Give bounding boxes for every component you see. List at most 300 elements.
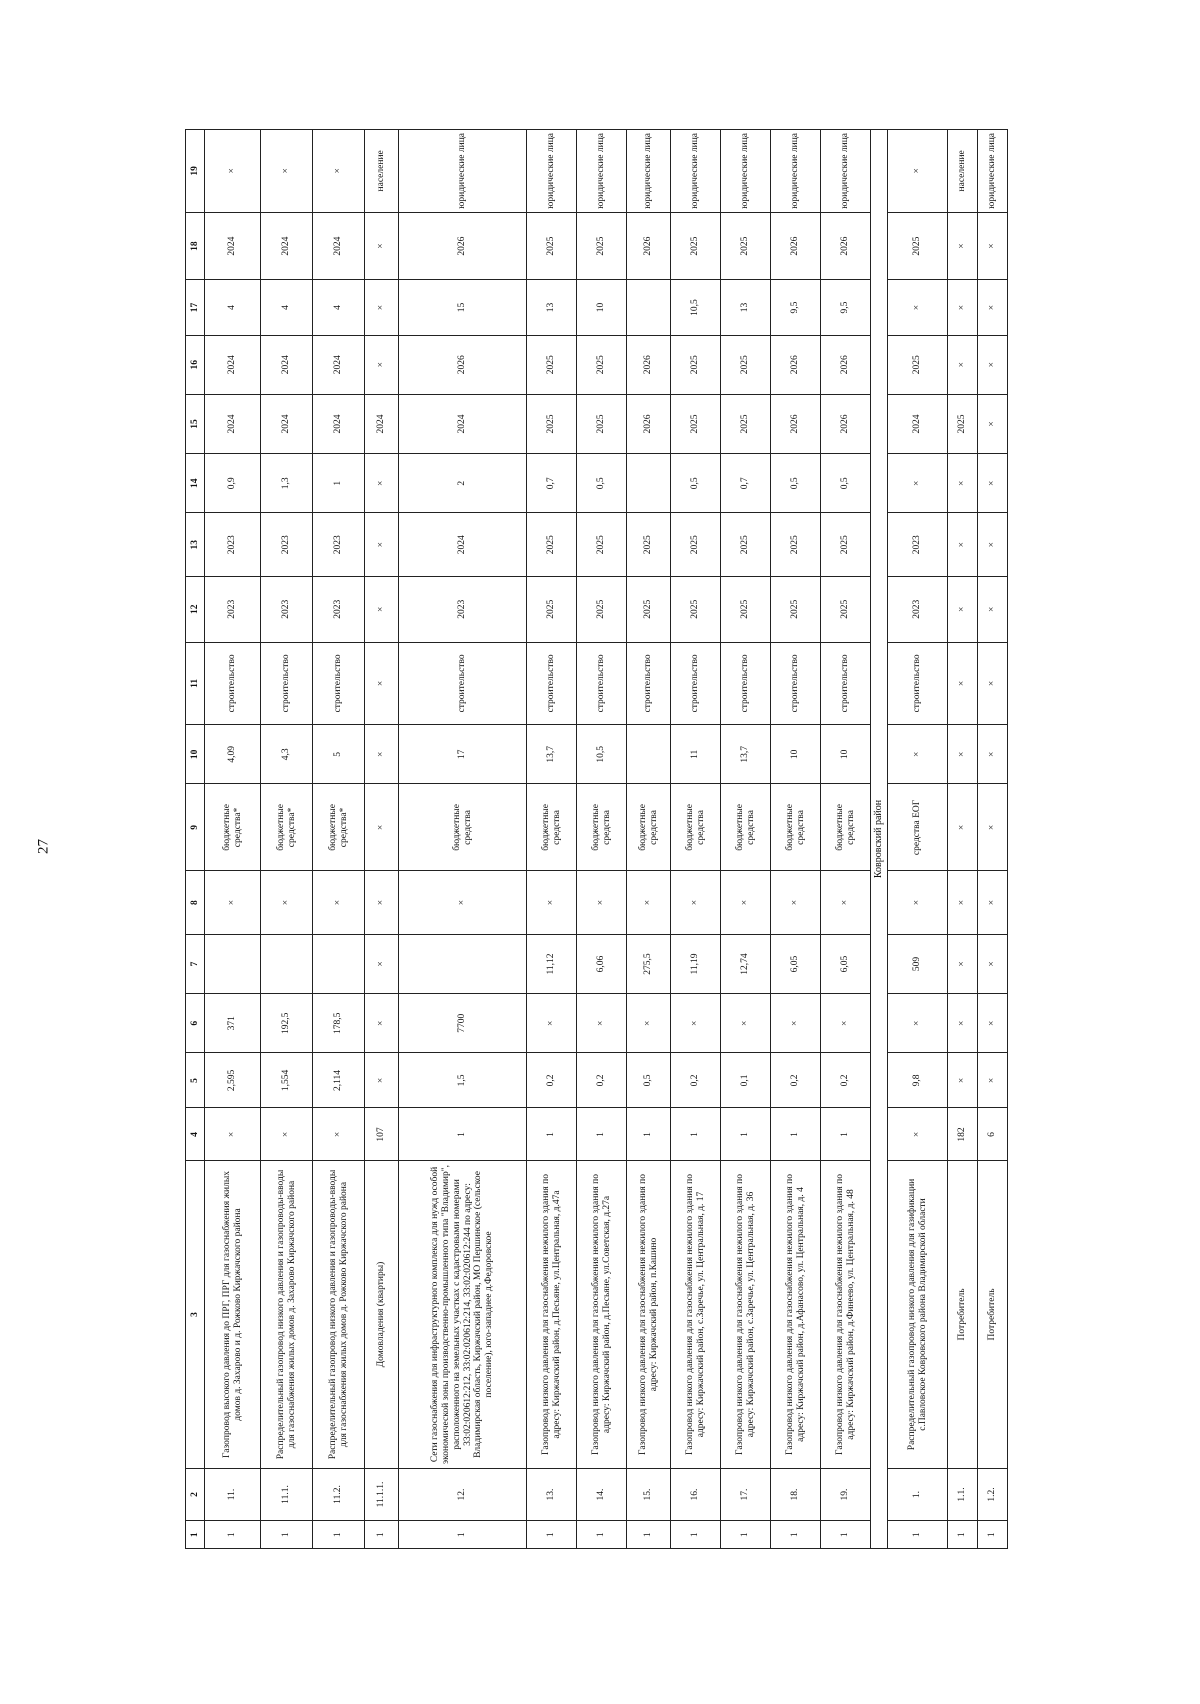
table-cell: 0,2 — [577, 1053, 627, 1108]
table-cell: 2,114 — [313, 1053, 365, 1108]
table-cell: 0,5 — [821, 454, 871, 513]
table-cell: × — [888, 1108, 948, 1161]
table-cell — [627, 725, 671, 784]
table-cell: 2025 — [721, 335, 771, 394]
table-cell: 10 — [771, 725, 821, 784]
column-number-header: 18 — [186, 212, 205, 280]
table-cell: Газопровод низкого давления для газоснабжения нежилого здания по адресу: Киржачский район, п.Кашино — [627, 1161, 671, 1468]
table-cell: × — [888, 280, 948, 335]
table-cell: × — [365, 1053, 399, 1108]
table-cell: 2023 — [205, 576, 261, 642]
table-cell: 17. — [721, 1468, 771, 1521]
table-cell: 1 — [771, 1108, 821, 1161]
table-cell: × — [261, 871, 313, 935]
table-cell: 2,595 — [205, 1053, 261, 1108]
table-cell: 16. — [671, 1468, 721, 1521]
table-row — [671, 130, 721, 1549]
table-cell: 2023 — [261, 576, 313, 642]
table-cell: население — [365, 130, 399, 213]
table-cell: × — [978, 212, 1008, 280]
table-cell: × — [627, 871, 671, 935]
table-cell: Газопровод низкого давления для газоснабжения нежилого здания по адресу: Киржачский район, д.Финеево, ул. Центральная, д. 48 — [821, 1161, 871, 1468]
column-number-header: 10 — [186, 725, 205, 784]
table-cell: 15 — [399, 280, 527, 335]
table-cell: × — [948, 725, 978, 784]
table-row — [948, 130, 978, 1549]
table-cell: 2024 — [205, 335, 261, 394]
table-cell: 2025 — [671, 513, 721, 577]
table-cell: 2025 — [771, 576, 821, 642]
table-cell: 1 — [399, 1521, 527, 1549]
table-cell: × — [978, 394, 1008, 453]
table-cell: 11 — [671, 725, 721, 784]
table-cell: 2 — [399, 454, 527, 513]
table-cell: 9,5 — [771, 280, 821, 335]
table-cell: 10 — [577, 280, 627, 335]
table-cell: × — [205, 871, 261, 935]
table-cell: 1 — [948, 1521, 978, 1549]
table-cell: 2024 — [313, 335, 365, 394]
table-cell: строительство — [577, 642, 627, 725]
table-cell: 2025 — [888, 212, 948, 280]
table-cell: 2026 — [399, 335, 527, 394]
table-cell: 2023 — [261, 513, 313, 577]
column-number-header: 17 — [186, 280, 205, 335]
table-cell: 0,1 — [721, 1053, 771, 1108]
table-cell: × — [365, 994, 399, 1053]
table-cell: 1 — [261, 1521, 313, 1549]
table-cell: 18. — [771, 1468, 821, 1521]
table-cell: 2025 — [527, 335, 577, 394]
table-cell: × — [948, 871, 978, 935]
table-cell: 7700 — [399, 994, 527, 1053]
table-cell: 11.2. — [313, 1468, 365, 1521]
table-cell: × — [978, 642, 1008, 725]
table-cell — [261, 934, 313, 993]
table-cell: × — [888, 871, 948, 935]
table-cell: 6,05 — [821, 934, 871, 993]
table-cell: × — [365, 454, 399, 513]
table-cell: × — [261, 130, 313, 213]
table-row — [627, 130, 671, 1549]
table-cell: 6,05 — [771, 934, 821, 993]
table-cell: 1 — [399, 1108, 527, 1161]
table-cell: × — [365, 642, 399, 725]
table-cell: 0,5 — [771, 454, 821, 513]
table-cell: × — [888, 130, 948, 213]
table-cell: 2025 — [821, 576, 871, 642]
table-cell: юридические лица — [627, 130, 671, 213]
table-cell: 0,7 — [527, 454, 577, 513]
table-cell: 13 — [721, 280, 771, 335]
table-cell: × — [365, 725, 399, 784]
table-cell: × — [978, 934, 1008, 993]
table-cell: 1 — [313, 454, 365, 513]
table-cell: × — [888, 454, 948, 513]
table-cell: 2025 — [671, 576, 721, 642]
table-cell: × — [721, 871, 771, 935]
table-cell: 0,2 — [821, 1053, 871, 1108]
table-cell: 1 — [771, 1521, 821, 1549]
table-cell: × — [205, 1108, 261, 1161]
table-cell: × — [948, 280, 978, 335]
table-cell: 2025 — [721, 576, 771, 642]
table-cell: Газопровод низкого давления для газоснабжения нежилого здания по адресу: Киржачский район, д.Песьяне, ул.Советская, д.27а — [577, 1161, 627, 1468]
table-cell: 2025 — [527, 394, 577, 453]
table-cell: юридические лица — [671, 130, 721, 213]
table-cell: 2025 — [888, 335, 948, 394]
table-cell: 2024 — [399, 394, 527, 453]
table-cell: 2026 — [627, 335, 671, 394]
table-cell: строительство — [205, 642, 261, 725]
table-cell: бюджетные средства — [577, 784, 627, 871]
table-cell: × — [948, 212, 978, 280]
column-number-header: 7 — [186, 934, 205, 993]
table-cell: 2024 — [365, 394, 399, 453]
table-cell: 12. — [399, 1468, 527, 1521]
table-cell: × — [978, 576, 1008, 642]
page-number: 27 — [35, 839, 52, 854]
table-row — [771, 130, 821, 1549]
table-cell: строительство — [261, 642, 313, 725]
table-cell: 1 — [627, 1108, 671, 1161]
gas-program-table — [185, 129, 1008, 1549]
table-cell: 371 — [205, 994, 261, 1053]
table-cell: 1 — [671, 1108, 721, 1161]
column-number-header: 4 — [186, 1108, 205, 1161]
table-cell: 2025 — [721, 212, 771, 280]
table-cell: 1,3 — [261, 454, 313, 513]
table-cell: 2024 — [313, 394, 365, 453]
table-row — [205, 130, 261, 1549]
table-cell: 0,7 — [721, 454, 771, 513]
table-cell: × — [365, 280, 399, 335]
table-cell: юридические лица — [577, 130, 627, 213]
table-cell: 2024 — [261, 212, 313, 280]
table-cell: 1 — [313, 1521, 365, 1549]
column-number-header: 8 — [186, 871, 205, 935]
table-cell: 1 — [577, 1521, 627, 1549]
table-cell: × — [527, 994, 577, 1053]
table-cell: 2023 — [313, 576, 365, 642]
table-cell: 4 — [261, 280, 313, 335]
table-cell: бюджетные средства — [527, 784, 577, 871]
table-cell: 2025 — [527, 576, 577, 642]
table-cell: × — [399, 871, 527, 935]
table-cell: × — [978, 513, 1008, 577]
table-cell: 2023 — [399, 576, 527, 642]
table-cell: Сети газоснабжения для инфраструктурного комплекса для нужд особой экономической зоны производственно-промышленного типа "Владимир", расположенного на земельных участках с кадастровыми номерами 33:02:020612:212, 33:02:020612:214, 33:02:020612:244 по адресу: Владимирская область, Киржачский район, МО Першинское (сельское поселение), юго-западнее д.Федоровское — [399, 1161, 527, 1468]
table-cell: 15. — [627, 1468, 671, 1521]
table-cell: × — [365, 784, 399, 871]
table-cell: Потребитель — [948, 1161, 978, 1468]
table-cell: 19. — [821, 1468, 871, 1521]
table-cell: юридические лица — [399, 130, 527, 213]
table-row — [577, 130, 627, 1549]
table-cell: × — [888, 994, 948, 1053]
table-cell: 2026 — [627, 212, 671, 280]
table-cell: 2025 — [721, 394, 771, 453]
table-cell: бюджетные средства* — [313, 784, 365, 871]
table-cell: 182 — [948, 1108, 978, 1161]
column-number-header: 5 — [186, 1053, 205, 1108]
table-cell: средства ЕОГ — [888, 784, 948, 871]
table-cell: 2025 — [577, 513, 627, 577]
table-cell: строительство — [627, 642, 671, 725]
table-cell: × — [978, 280, 1008, 335]
table-cell — [627, 454, 671, 513]
table-cell: 2024 — [313, 212, 365, 280]
table-cell: 2025 — [721, 513, 771, 577]
column-number-header: 11 — [186, 642, 205, 725]
table-cell: бюджетные средства — [399, 784, 527, 871]
table-cell: 2026 — [821, 394, 871, 453]
table-cell: 2023 — [313, 513, 365, 577]
table-cell: 2026 — [821, 335, 871, 394]
table-cell: × — [313, 871, 365, 935]
table-cell — [313, 934, 365, 993]
table-cell: 0,2 — [771, 1053, 821, 1108]
table-cell: × — [948, 784, 978, 871]
table-cell: × — [627, 994, 671, 1053]
table-cell: × — [205, 130, 261, 213]
table-cell: 1 — [721, 1521, 771, 1549]
table-cell: 13 — [527, 280, 577, 335]
table-cell: 2024 — [261, 335, 313, 394]
table-cell: юридические лица — [821, 130, 871, 213]
table-cell: Распределительный газопровод низкого давления и газопроводы-вводы для газоснабжения жилых домов д. Захарово Киржачского района — [261, 1161, 313, 1468]
table-cell: Потребитель — [978, 1161, 1008, 1468]
section-title: Ковровский район — [871, 130, 888, 1549]
table-cell: 2025 — [671, 335, 721, 394]
table-row — [527, 130, 577, 1549]
table-cell: × — [721, 994, 771, 1053]
table-cell: 1.2. — [978, 1468, 1008, 1521]
column-number-header: 12 — [186, 576, 205, 642]
table-cell: 0,9 — [205, 454, 261, 513]
table-cell: 2026 — [771, 335, 821, 394]
table-cell: строительство — [888, 642, 948, 725]
table-cell: × — [365, 513, 399, 577]
section-row — [871, 130, 888, 1549]
table-body — [205, 130, 1008, 1549]
table-cell: 1 — [821, 1108, 871, 1161]
table-cell: 5 — [313, 725, 365, 784]
rotated-table-wrapper — [185, 129, 1095, 1549]
table-cell: × — [313, 1108, 365, 1161]
table-cell: 6,06 — [577, 934, 627, 993]
table-cell: 1 — [888, 1521, 948, 1549]
table-cell: 2026 — [771, 212, 821, 280]
table-cell: 2025 — [577, 335, 627, 394]
column-number-header: 1 — [186, 1521, 205, 1549]
column-number-header: 9 — [186, 784, 205, 871]
table-cell: 1 — [627, 1521, 671, 1549]
table-cell: строительство — [821, 642, 871, 725]
table-row — [978, 130, 1008, 1549]
table-cell: × — [978, 335, 1008, 394]
table-cell: 2024 — [888, 394, 948, 453]
table-cell: 12,74 — [721, 934, 771, 993]
table-cell: 11,19 — [671, 934, 721, 993]
table-cell: 2025 — [527, 513, 577, 577]
table-cell: × — [365, 934, 399, 993]
table-cell: 1 — [365, 1521, 399, 1549]
table-cell: × — [948, 1053, 978, 1108]
table-cell: 178,5 — [313, 994, 365, 1053]
table-cell: × — [771, 994, 821, 1053]
table-cell: 10,5 — [671, 280, 721, 335]
table-cell: × — [978, 784, 1008, 871]
table-cell: × — [948, 335, 978, 394]
table-cell: 2025 — [577, 394, 627, 453]
table-cell: строительство — [527, 642, 577, 725]
table-cell: бюджетные средства — [821, 784, 871, 871]
table-cell: 192,5 — [261, 994, 313, 1053]
table-cell: 14. — [577, 1468, 627, 1521]
table-cell: × — [888, 725, 948, 784]
table-cell: 0,2 — [527, 1053, 577, 1108]
table-cell: 17 — [399, 725, 527, 784]
table-cell: бюджетные средства — [771, 784, 821, 871]
table-cell: × — [978, 725, 1008, 784]
table-cell: × — [948, 576, 978, 642]
column-number-header: 2 — [186, 1468, 205, 1521]
table-cell: 2025 — [671, 212, 721, 280]
column-number-header: 13 — [186, 513, 205, 577]
table-cell: 2023 — [888, 513, 948, 577]
table-cell: юридические лица — [527, 130, 577, 213]
table-row — [365, 130, 399, 1549]
table-cell: × — [948, 994, 978, 1053]
table-cell: 0,5 — [577, 454, 627, 513]
table-cell: 11. — [205, 1468, 261, 1521]
table-cell — [627, 280, 671, 335]
table-cell: × — [365, 335, 399, 394]
table-cell: строительство — [671, 642, 721, 725]
table-row — [261, 130, 313, 1549]
column-number-header: 15 — [186, 394, 205, 453]
table-cell: × — [771, 871, 821, 935]
table-cell: 2025 — [527, 212, 577, 280]
table-cell: 2025 — [627, 513, 671, 577]
table-cell: 1 — [527, 1521, 577, 1549]
table-cell: 11.1. — [261, 1468, 313, 1521]
table-cell: × — [948, 934, 978, 993]
table-cell: × — [365, 576, 399, 642]
table-cell: Газопровод низкого давления для газоснабжения нежилого здания по адресу: Киржачский район, д.Афанасово, ул. Центральная, д. 4 — [771, 1161, 821, 1468]
table-cell: 2026 — [771, 394, 821, 453]
table-cell: × — [671, 871, 721, 935]
table-cell: 13,7 — [721, 725, 771, 784]
table-cell: бюджетные средства — [627, 784, 671, 871]
table-cell: × — [261, 1108, 313, 1161]
table-cell: 2025 — [671, 394, 721, 453]
table-cell: 1 — [205, 1521, 261, 1549]
column-number-header: 3 — [186, 1161, 205, 1468]
table-cell: 4 — [205, 280, 261, 335]
table-cell: 2025 — [948, 394, 978, 453]
table-cell: строительство — [399, 642, 527, 725]
table-cell: 0,5 — [671, 454, 721, 513]
table-cell: 107 — [365, 1108, 399, 1161]
table-cell: юридические лица — [721, 130, 771, 213]
table-cell: 6 — [978, 1108, 1008, 1161]
table-cell: население — [948, 130, 978, 213]
table-cell: юридические лица — [771, 130, 821, 213]
table-cell: 13. — [527, 1468, 577, 1521]
table-cell: строительство — [313, 642, 365, 725]
table-cell: × — [577, 994, 627, 1053]
table-cell: строительство — [771, 642, 821, 725]
table-cell: Газопровод низкого давления для газоснабжения нежилого здания по адресу: Киржачский район, д.Песьяне, ул.Центральная, д.47а — [527, 1161, 577, 1468]
table-cell: 2026 — [627, 394, 671, 453]
table-cell: 1. — [888, 1468, 948, 1521]
table-cell: бюджетные средства* — [205, 784, 261, 871]
table-cell: 2024 — [205, 394, 261, 453]
table-cell: × — [821, 871, 871, 935]
table-cell: Газопровод низкого давления для газоснабжения нежилого здания по адресу: Киржачский район, с.Заречье, ул. Центральная, д. 17 — [671, 1161, 721, 1468]
table-cell: 1,554 — [261, 1053, 313, 1108]
table-cell: 2026 — [821, 212, 871, 280]
table-cell: 2025 — [821, 513, 871, 577]
table-cell: 9,5 — [821, 280, 871, 335]
table-cell: 2024 — [399, 513, 527, 577]
column-number-header: 14 — [186, 454, 205, 513]
table-cell: × — [313, 130, 365, 213]
table-cell: 1,5 — [399, 1053, 527, 1108]
column-number-header: 16 — [186, 335, 205, 394]
table-cell: 1 — [821, 1521, 871, 1549]
table-cell: × — [948, 642, 978, 725]
table-cell: бюджетные средства* — [261, 784, 313, 871]
table-cell: × — [978, 1053, 1008, 1108]
table-cell: 0,2 — [671, 1053, 721, 1108]
table-cell: × — [978, 994, 1008, 1053]
table-cell: 2025 — [577, 576, 627, 642]
table-cell: 4,3 — [261, 725, 313, 784]
table-row — [313, 130, 365, 1549]
table-cell: × — [978, 454, 1008, 513]
table-cell: × — [948, 454, 978, 513]
table-cell: 0,5 — [627, 1053, 671, 1108]
table-cell: Распределительный газопровод низкого давления для газификации с.Павловское Ковровского района Владимирской области — [888, 1161, 948, 1468]
table-cell: 10,5 — [577, 725, 627, 784]
table-cell: 2024 — [205, 212, 261, 280]
table-cell: юридические лица — [978, 130, 1008, 213]
table-cell: 1 — [671, 1521, 721, 1549]
table-cell: 1 — [527, 1108, 577, 1161]
table-cell — [399, 934, 527, 993]
table-cell: Распределительный газопровод низкого давления и газопроводы-вводы для газоснабжения жилых домов д. Рожково Киржачского района — [313, 1161, 365, 1468]
table-cell: × — [948, 513, 978, 577]
table-cell: 9,8 — [888, 1053, 948, 1108]
table-cell: 1 — [577, 1108, 627, 1161]
table-cell: 2025 — [577, 212, 627, 280]
table-cell: × — [671, 994, 721, 1053]
table-cell — [205, 934, 261, 993]
table-row — [721, 130, 771, 1549]
table-cell: 2025 — [627, 576, 671, 642]
table-cell: 2026 — [399, 212, 527, 280]
table-cell: 509 — [888, 934, 948, 993]
table-cell: Газопровод низкого давления для газоснабжения нежилого здания по адресу: Киржачский район, с.Заречье, ул. Центральная, д. 36 — [721, 1161, 771, 1468]
table-cell: 13,7 — [527, 725, 577, 784]
table-cell: × — [365, 212, 399, 280]
table-cell: 2023 — [205, 513, 261, 577]
table-cell: 1 — [978, 1521, 1008, 1549]
table-cell: 2023 — [888, 576, 948, 642]
